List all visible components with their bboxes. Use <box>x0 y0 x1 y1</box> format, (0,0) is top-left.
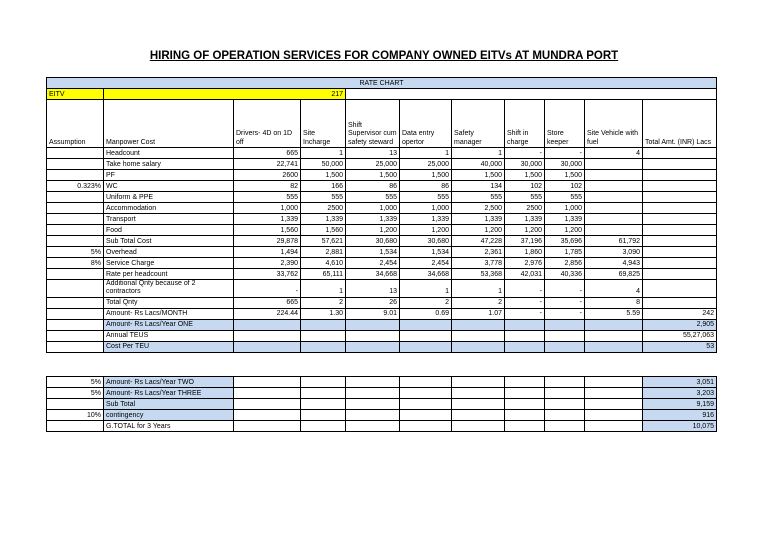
table-row <box>47 225 717 236</box>
table-cell <box>643 203 717 214</box>
table-cell <box>505 330 545 341</box>
summary-value: 53 <box>643 341 717 352</box>
table-cell: - <box>505 280 545 298</box>
table-cell: 1,500 <box>545 170 585 181</box>
table-cell: 1,500 <box>301 170 346 181</box>
table-cell: 65,111 <box>301 269 346 280</box>
table-cell: 1,500 <box>346 170 400 181</box>
table-cell: 1,339 <box>346 214 400 225</box>
table-cell <box>643 181 717 192</box>
table-cell <box>346 399 400 410</box>
table-cell: 1 <box>400 148 452 159</box>
table-cell: 1,339 <box>452 214 505 225</box>
table-cell <box>301 377 346 388</box>
assumption-cell <box>47 341 104 352</box>
table-cell <box>585 341 643 352</box>
table-cell: 134 <box>452 181 505 192</box>
table-cell <box>400 377 452 388</box>
table-cell <box>585 410 643 421</box>
table-cell: 665 <box>234 297 301 308</box>
table-cell: - <box>505 308 545 319</box>
table-row <box>47 297 717 308</box>
table-cell: 53,368 <box>452 269 505 280</box>
assumption-cell <box>47 236 104 247</box>
assumption-cell <box>47 214 104 225</box>
row-label: Cost Per TEU <box>104 341 234 352</box>
summary-row <box>47 319 717 330</box>
assumption-cell <box>47 330 104 341</box>
table-cell: 8 <box>585 297 643 308</box>
table-cell <box>505 377 545 388</box>
table-cell <box>452 421 505 432</box>
table-row <box>47 258 717 269</box>
header-manpower-cost: Manpower Cost <box>104 100 234 148</box>
table-cell <box>301 341 346 352</box>
table-cell: 1 <box>452 280 505 298</box>
table-cell <box>452 319 505 330</box>
row-label: contingency <box>104 410 234 421</box>
table-cell: 25,000 <box>346 159 400 170</box>
table-cell <box>452 399 505 410</box>
assumption-cell <box>47 269 104 280</box>
multi-year-table <box>46 376 717 432</box>
table-cell <box>234 330 301 341</box>
table-cell <box>400 388 452 399</box>
table-row <box>47 236 717 247</box>
rate-chart-table <box>46 77 717 353</box>
table-cell: 30,680 <box>400 236 452 247</box>
table-cell: 57,621 <box>301 236 346 247</box>
assumption-cell: 5% <box>47 377 104 388</box>
table-cell: 86 <box>346 181 400 192</box>
table-cell: 33,762 <box>234 269 301 280</box>
table-cell: 40,336 <box>545 269 585 280</box>
table-cell <box>643 236 717 247</box>
table-cell: 102 <box>505 181 545 192</box>
table-cell <box>301 421 346 432</box>
table-cell: 555 <box>400 192 452 203</box>
table-cell: 1,200 <box>505 225 545 236</box>
table-cell <box>643 192 717 203</box>
table-cell: 2,361 <box>452 247 505 258</box>
table-cell <box>643 280 717 298</box>
table-cell <box>643 258 717 269</box>
table-cell: 2600 <box>234 170 301 181</box>
table-cell: 102 <box>545 181 585 192</box>
table-cell: 25,000 <box>400 159 452 170</box>
table-cell: 1,200 <box>400 225 452 236</box>
row-label: Amount- Rs Lacs/MONTH <box>104 308 234 319</box>
summary-row <box>47 341 717 352</box>
table-cell: 1.30 <box>301 308 346 319</box>
table-cell <box>234 388 301 399</box>
table-cell <box>585 203 643 214</box>
table-cell: 34,668 <box>346 269 400 280</box>
table-cell: 1,785 <box>545 247 585 258</box>
table-cell: 4 <box>585 148 643 159</box>
table-cell <box>505 410 545 421</box>
row-label: G.TOTAL for 3 Years <box>104 421 234 432</box>
table-cell <box>585 214 643 225</box>
table-cell: 3,778 <box>452 258 505 269</box>
table-cell <box>301 330 346 341</box>
table-cell <box>585 225 643 236</box>
summary-row <box>47 410 717 421</box>
table-cell: 35,696 <box>545 236 585 247</box>
table-cell: 3,090 <box>585 247 643 258</box>
table-cell: 1.07 <box>452 308 505 319</box>
assumption-cell <box>47 170 104 181</box>
row-label: Transport <box>104 214 234 225</box>
table-cell: 1,500 <box>505 170 545 181</box>
table-cell: 1,534 <box>400 247 452 258</box>
header-data-entry: Data entry opertor <box>400 100 452 148</box>
table-row <box>47 214 717 225</box>
table-cell <box>643 214 717 225</box>
row-label: Uniform & PPE <box>104 192 234 203</box>
table-cell: 555 <box>346 192 400 203</box>
table-cell <box>545 399 585 410</box>
table-cell: 1,000 <box>545 203 585 214</box>
table-cell: 555 <box>452 192 505 203</box>
table-cell: 61,792 <box>585 236 643 247</box>
table-cell: 1,500 <box>452 170 505 181</box>
table-row <box>47 269 717 280</box>
table-cell: 1,200 <box>346 225 400 236</box>
table-cell <box>346 319 400 330</box>
assumption-cell <box>47 297 104 308</box>
table-cell <box>301 410 346 421</box>
table-cell: 1,339 <box>234 214 301 225</box>
additional-qty-row <box>47 280 717 298</box>
summary-value: 2,905 <box>643 319 717 330</box>
table-row <box>47 192 717 203</box>
table-cell <box>400 410 452 421</box>
table-cell <box>346 330 400 341</box>
assumption-cell <box>47 225 104 236</box>
table-cell <box>585 181 643 192</box>
table-cell <box>452 341 505 352</box>
table-cell: 2,881 <box>301 247 346 258</box>
summary-row <box>47 388 717 399</box>
table-cell: 2500 <box>301 203 346 214</box>
row-label: WC <box>104 181 234 192</box>
table-cell <box>585 388 643 399</box>
table-cell <box>400 399 452 410</box>
assumption-cell: 5% <box>47 247 104 258</box>
row-label: Annual TEUS <box>104 330 234 341</box>
table-cell <box>585 319 643 330</box>
table-row <box>47 148 717 159</box>
row-label: Food <box>104 225 234 236</box>
table-cell: 2 <box>452 297 505 308</box>
table-cell: 1,560 <box>234 225 301 236</box>
table-cell <box>452 330 505 341</box>
table-cell <box>234 421 301 432</box>
assumption-cell: 8% <box>47 258 104 269</box>
header-store-keeper: Store keeper <box>545 100 585 148</box>
table-cell: 1,200 <box>452 225 505 236</box>
table-cell: 1,339 <box>505 214 545 225</box>
table-cell <box>505 421 545 432</box>
header-safety-manager: Safety manager <box>452 100 505 148</box>
table-cell <box>505 399 545 410</box>
table-cell <box>643 159 717 170</box>
table-cell <box>400 319 452 330</box>
table-cell <box>301 399 346 410</box>
assumption-cell <box>47 319 104 330</box>
table-cell: 26 <box>346 297 400 308</box>
eitv-row <box>47 89 717 100</box>
table-cell: 166 <box>301 181 346 192</box>
header-site-vehicle: Site Vehicle with fuel <box>585 100 643 148</box>
table-cell <box>346 377 400 388</box>
assumption-cell <box>47 159 104 170</box>
assumption-cell: 0.323% <box>47 181 104 192</box>
table-cell <box>234 410 301 421</box>
table-cell: 13 <box>346 280 400 298</box>
table-cell: 555 <box>234 192 301 203</box>
table-cell: - <box>545 297 585 308</box>
assumption-cell: 10% <box>47 410 104 421</box>
row-label: Accommodation <box>104 203 234 214</box>
header-shift-supervisor: Shift Supervisor cum safety steward <box>346 100 400 148</box>
row-label: Sub Total <box>104 399 234 410</box>
header-shift-in-charge: Shift in charge <box>505 100 545 148</box>
table-cell: 1,494 <box>234 247 301 258</box>
table-cell <box>234 377 301 388</box>
table-cell: 4 <box>585 280 643 298</box>
summary-row <box>47 399 717 410</box>
table-cell: 2,454 <box>400 258 452 269</box>
table-cell <box>545 410 585 421</box>
header-site-incharge: Site Incharge <box>301 100 346 148</box>
table-cell <box>545 330 585 341</box>
table-row <box>47 203 717 214</box>
table-cell <box>452 388 505 399</box>
table-cell: 1,000 <box>400 203 452 214</box>
table-cell <box>643 170 717 181</box>
summary-value: 55,27,063 <box>643 330 717 341</box>
eitv-value: 217 <box>104 89 346 100</box>
table-cell: 47,228 <box>452 236 505 247</box>
summary-row <box>47 377 717 388</box>
table-cell <box>585 159 643 170</box>
table-cell <box>346 410 400 421</box>
table-cell: 1,500 <box>400 170 452 181</box>
table-cell <box>545 377 585 388</box>
assumption-cell <box>47 192 104 203</box>
row-label: Sub Total Cost <box>104 236 234 247</box>
row-label: PF <box>104 170 234 181</box>
summary-row <box>47 330 717 341</box>
table-cell <box>643 225 717 236</box>
table-cell: 1 <box>400 280 452 298</box>
table-cell <box>643 148 717 159</box>
eitv-label: EITV <box>47 89 104 100</box>
table-cell: 9.01 <box>346 308 400 319</box>
table-cell: 82 <box>234 181 301 192</box>
row-label: Amount- Rs Lacs/Year THREE <box>104 388 234 399</box>
table-cell <box>452 377 505 388</box>
table-cell: 29,878 <box>234 236 301 247</box>
table-cell <box>234 399 301 410</box>
table-cell: 555 <box>301 192 346 203</box>
table-cell <box>346 341 400 352</box>
table-cell: 2,390 <box>234 258 301 269</box>
table-cell <box>643 297 717 308</box>
table-cell <box>585 170 643 181</box>
table-cell <box>545 341 585 352</box>
table-cell: 86 <box>400 181 452 192</box>
table-cell: 69,825 <box>585 269 643 280</box>
column-header-row <box>47 100 717 148</box>
table-cell: 2 <box>400 297 452 308</box>
row-label: Total Qnty <box>104 297 234 308</box>
summary-value: 3,203 <box>643 388 717 399</box>
table-cell <box>585 330 643 341</box>
table-cell: 555 <box>545 192 585 203</box>
table-cell <box>234 341 301 352</box>
table-cell <box>585 192 643 203</box>
table-cell <box>346 421 400 432</box>
table-cell: 0.69 <box>400 308 452 319</box>
table-cell <box>643 269 717 280</box>
summary-row <box>47 421 717 432</box>
row-label: Rate per headcount <box>104 269 234 280</box>
rate-chart-header-row <box>47 78 717 89</box>
table-cell <box>545 388 585 399</box>
table-cell: 13 <box>346 148 400 159</box>
table-cell: 2,454 <box>346 258 400 269</box>
table-cell: - <box>505 297 545 308</box>
table-cell: 1 <box>301 148 346 159</box>
row-label: Amount- Rs Lacs/Year TWO <box>104 377 234 388</box>
table-row <box>47 247 717 258</box>
additional-qty-label: Additional Qnty because of 2 contractors <box>104 280 234 298</box>
table-row <box>47 181 717 192</box>
table-cell: 1,560 <box>301 225 346 236</box>
table-cell <box>234 319 301 330</box>
table-cell: - <box>545 308 585 319</box>
summary-value: 916 <box>643 410 717 421</box>
assumption-cell <box>47 203 104 214</box>
table-cell: 30,680 <box>346 236 400 247</box>
table-cell: - <box>545 280 585 298</box>
table-cell: 34,668 <box>400 269 452 280</box>
assumption-cell <box>47 148 104 159</box>
row-label: Amount- Rs Lacs/Year ONE <box>104 319 234 330</box>
table-cell: 42,031 <box>505 269 545 280</box>
header-assumption: Assumption <box>47 100 104 148</box>
row-label: Overhead <box>104 247 234 258</box>
table-cell <box>545 421 585 432</box>
table-cell: 2,856 <box>545 258 585 269</box>
table-cell <box>400 330 452 341</box>
assumption-cell <box>47 308 104 319</box>
table-cell <box>301 319 346 330</box>
header-total-amount: Total Amt. (INR) Lacs <box>643 100 717 148</box>
table-cell: 1,860 <box>505 247 545 258</box>
table-cell: 4,610 <box>301 258 346 269</box>
row-label: Take home salary <box>104 159 234 170</box>
table-cell: 665 <box>234 148 301 159</box>
table-cell: - <box>545 148 585 159</box>
table-cell: 1,339 <box>301 214 346 225</box>
table-row <box>47 308 717 319</box>
table-cell <box>400 341 452 352</box>
table-cell: - <box>505 148 545 159</box>
table-cell: 224.44 <box>234 308 301 319</box>
table-cell: 242 <box>643 308 717 319</box>
table-cell: 2500 <box>505 203 545 214</box>
table-cell: 37,196 <box>505 236 545 247</box>
table-cell <box>585 377 643 388</box>
header-drivers: Drivers- 4D on 1D off <box>234 100 301 148</box>
table-cell: - <box>234 280 301 298</box>
table-cell <box>301 388 346 399</box>
table-cell: 2 <box>301 297 346 308</box>
table-cell: 1 <box>301 280 346 298</box>
table-cell: 30,000 <box>505 159 545 170</box>
table-cell <box>585 421 643 432</box>
table-cell: 1,339 <box>400 214 452 225</box>
table-cell: 1,000 <box>346 203 400 214</box>
table-row <box>47 170 717 181</box>
page-title: HIRING OF OPERATION SERVICES FOR COMPANY OWNED EITVs AT MUNDRA PORT <box>149 50 619 62</box>
assumption-cell <box>47 421 104 432</box>
table-cell <box>545 319 585 330</box>
table-cell <box>505 319 545 330</box>
assumption-cell: 5% <box>47 388 104 399</box>
table-cell: 1,534 <box>346 247 400 258</box>
table-cell: 2,976 <box>505 258 545 269</box>
table-cell: 1,200 <box>545 225 585 236</box>
table-cell <box>452 410 505 421</box>
row-label: Headcount <box>104 148 234 159</box>
table-cell: 1,000 <box>234 203 301 214</box>
table-cell: 30,000 <box>545 159 585 170</box>
table-cell <box>585 399 643 410</box>
table-cell <box>400 421 452 432</box>
table-cell: 22,741 <box>234 159 301 170</box>
table-cell: 2,500 <box>452 203 505 214</box>
assumption-cell <box>47 399 104 410</box>
table-cell <box>643 247 717 258</box>
rate-chart-label: RATE CHART <box>47 78 717 89</box>
table-cell: 1,339 <box>545 214 585 225</box>
table-cell: 1 <box>452 148 505 159</box>
table-row <box>47 159 717 170</box>
table-cell <box>505 341 545 352</box>
summary-value: 10,075 <box>643 421 717 432</box>
table-cell: 555 <box>505 192 545 203</box>
table-cell <box>346 388 400 399</box>
table-cell <box>505 388 545 399</box>
table-cell: 40,000 <box>452 159 505 170</box>
table-cell: 4,943 <box>585 258 643 269</box>
summary-value: 3,051 <box>643 377 717 388</box>
table-cell: 50,000 <box>301 159 346 170</box>
row-label: Service Charge <box>104 258 234 269</box>
summary-value: 9,159 <box>643 399 717 410</box>
table-cell: 5.59 <box>585 308 643 319</box>
